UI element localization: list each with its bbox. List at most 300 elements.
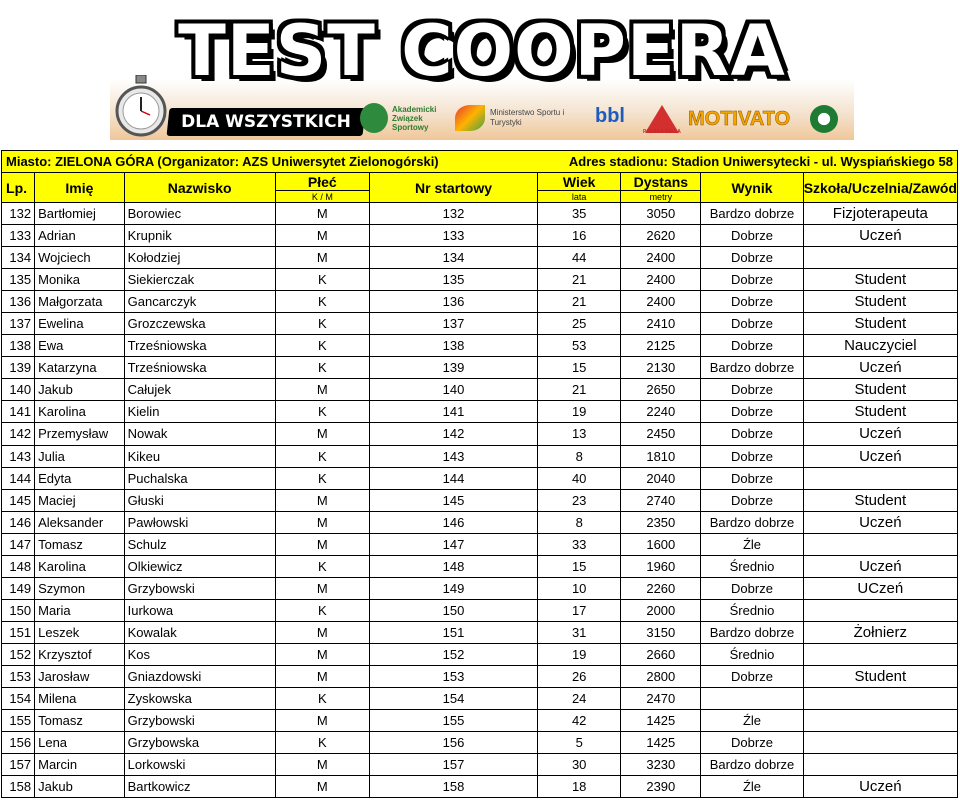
row-distance: 2240 bbox=[621, 401, 701, 423]
table-row bbox=[2, 732, 958, 754]
row-sex: M bbox=[275, 754, 369, 776]
row-distance: 2400 bbox=[621, 269, 701, 291]
row-last-name: Olkiewicz bbox=[124, 555, 275, 577]
row-lp: 137 bbox=[2, 313, 35, 335]
table-row bbox=[2, 225, 958, 247]
row-sex: M bbox=[275, 379, 369, 401]
header-sex-unit: K / M bbox=[275, 191, 369, 203]
row-first-name: Szymon bbox=[35, 577, 125, 599]
row-lp: 141 bbox=[2, 401, 35, 423]
row-first-name: Milena bbox=[35, 688, 125, 710]
row-age: 10 bbox=[538, 577, 621, 599]
table-row bbox=[2, 247, 958, 269]
header-last-name: Nazwisko bbox=[124, 173, 275, 203]
table-row bbox=[2, 688, 958, 710]
row-sex: K bbox=[275, 291, 369, 313]
row-last-name: Kos bbox=[124, 643, 275, 665]
ministry-logo bbox=[455, 105, 570, 131]
row-start-number: 138 bbox=[369, 335, 537, 357]
row-result: Dobrze bbox=[701, 665, 803, 687]
row-distance: 2660 bbox=[621, 643, 701, 665]
row-start-number: 141 bbox=[369, 401, 537, 423]
row-start-number: 147 bbox=[369, 533, 537, 555]
row-last-name: Kikeu bbox=[124, 445, 275, 467]
row-first-name: Maria bbox=[35, 599, 125, 621]
table-row bbox=[2, 754, 958, 776]
row-lp: 146 bbox=[2, 511, 35, 533]
row-sex: M bbox=[275, 225, 369, 247]
row-last-name: Krupnik bbox=[124, 225, 275, 247]
row-lp: 135 bbox=[2, 269, 35, 291]
row-school: Student bbox=[803, 379, 957, 401]
row-last-name: Borowiec bbox=[124, 203, 275, 225]
row-sex: M bbox=[275, 665, 369, 687]
row-age: 42 bbox=[538, 710, 621, 732]
table-row bbox=[2, 511, 958, 533]
row-sex: K bbox=[275, 599, 369, 621]
row-result bbox=[701, 688, 803, 710]
row-result: Dobrze bbox=[701, 489, 803, 511]
row-lp: 133 bbox=[2, 225, 35, 247]
row-lp: 138 bbox=[2, 335, 35, 357]
stadium-address: Adres stadionu: Stadion Uniwersytecki - ul. Wyspiańskiego 58 bbox=[538, 151, 958, 173]
row-result: Dobrze bbox=[701, 379, 803, 401]
header-lp: Lp. bbox=[2, 173, 35, 203]
header-distance: Dystans bbox=[621, 173, 701, 191]
row-lp: 132 bbox=[2, 203, 35, 225]
banner bbox=[110, 5, 854, 140]
row-age: 13 bbox=[538, 423, 621, 445]
row-last-name: Zyskowska bbox=[124, 688, 275, 710]
row-result: Dobrze bbox=[701, 225, 803, 247]
row-last-name: Grzybowski bbox=[124, 577, 275, 599]
row-school bbox=[803, 533, 957, 555]
row-result: Bardzo dobrze bbox=[701, 511, 803, 533]
row-result: Bardzo dobrze bbox=[701, 357, 803, 379]
row-distance: 1810 bbox=[621, 445, 701, 467]
polska-biega-text: POLSKA BIEGA bbox=[643, 129, 681, 135]
row-distance: 2620 bbox=[621, 225, 701, 247]
table-row bbox=[2, 445, 958, 467]
row-lp: 148 bbox=[2, 555, 35, 577]
header-sex: Płeć bbox=[275, 173, 369, 191]
row-lp: 145 bbox=[2, 489, 35, 511]
row-school bbox=[803, 688, 957, 710]
row-school: UCzeń bbox=[803, 577, 957, 599]
table-row bbox=[2, 555, 958, 577]
row-last-name: Trześniowska bbox=[124, 335, 275, 357]
row-start-number: 135 bbox=[369, 269, 537, 291]
row-school: Student bbox=[803, 269, 957, 291]
row-result: Dobrze bbox=[701, 269, 803, 291]
row-result: Dobrze bbox=[701, 423, 803, 445]
row-age: 21 bbox=[538, 379, 621, 401]
row-age: 35 bbox=[538, 203, 621, 225]
row-age: 17 bbox=[538, 599, 621, 621]
row-start-number: 144 bbox=[369, 467, 537, 489]
row-result: Dobrze bbox=[701, 401, 803, 423]
row-lp: 156 bbox=[2, 732, 35, 754]
row-age: 8 bbox=[538, 445, 621, 467]
bbl-logo bbox=[595, 107, 635, 137]
row-distance: 2800 bbox=[621, 665, 701, 687]
row-first-name: Wojciech bbox=[35, 247, 125, 269]
row-last-name: Siekierczak bbox=[124, 269, 275, 291]
row-sex: M bbox=[275, 643, 369, 665]
row-age: 15 bbox=[538, 555, 621, 577]
row-distance: 2390 bbox=[621, 776, 701, 798]
row-start-number: 134 bbox=[369, 247, 537, 269]
row-start-number: 156 bbox=[369, 732, 537, 754]
row-school: Żołnierz bbox=[803, 621, 957, 643]
table-row bbox=[2, 291, 958, 313]
row-start-number: 148 bbox=[369, 555, 537, 577]
row-start-number: 140 bbox=[369, 379, 537, 401]
row-distance: 2040 bbox=[621, 467, 701, 489]
row-age: 31 bbox=[538, 621, 621, 643]
row-distance: 2740 bbox=[621, 489, 701, 511]
row-lp: 147 bbox=[2, 533, 35, 555]
row-distance: 3230 bbox=[621, 754, 701, 776]
row-lp: 150 bbox=[2, 599, 35, 621]
row-result: Dobrze bbox=[701, 247, 803, 269]
row-first-name: Katarzyna bbox=[35, 357, 125, 379]
row-distance: 2125 bbox=[621, 335, 701, 357]
row-result: Dobrze bbox=[701, 291, 803, 313]
table-row bbox=[2, 203, 958, 225]
header-school: Szkoła/Uczelnia/Zawód bbox=[803, 173, 957, 203]
azs-mark-icon bbox=[360, 103, 388, 133]
row-result: Źle bbox=[701, 710, 803, 732]
row-start-number: 142 bbox=[369, 423, 537, 445]
row-first-name: Bartłomiej bbox=[35, 203, 125, 225]
row-sex: K bbox=[275, 269, 369, 291]
row-first-name: Tomasz bbox=[35, 533, 125, 555]
row-lp: 149 bbox=[2, 577, 35, 599]
row-start-number: 143 bbox=[369, 445, 537, 467]
row-distance: 1425 bbox=[621, 710, 701, 732]
row-last-name: Kołodziej bbox=[124, 247, 275, 269]
row-school: Uczeń bbox=[803, 776, 957, 798]
table-row bbox=[2, 776, 958, 798]
row-age: 18 bbox=[538, 776, 621, 798]
ministry-swoosh-icon bbox=[455, 105, 485, 131]
row-age: 19 bbox=[538, 401, 621, 423]
header-distance-unit: metry bbox=[621, 191, 701, 203]
row-lp: 139 bbox=[2, 357, 35, 379]
row-first-name: Karolina bbox=[35, 401, 125, 423]
table-row bbox=[2, 643, 958, 665]
row-lp: 152 bbox=[2, 643, 35, 665]
row-lp: 158 bbox=[2, 776, 35, 798]
row-first-name: Jakub bbox=[35, 379, 125, 401]
row-last-name: Bartkowicz bbox=[124, 776, 275, 798]
row-school: Uczeń bbox=[803, 555, 957, 577]
row-school bbox=[803, 710, 957, 732]
row-age: 21 bbox=[538, 269, 621, 291]
row-school: Student bbox=[803, 489, 957, 511]
row-lp: 134 bbox=[2, 247, 35, 269]
row-sex: K bbox=[275, 401, 369, 423]
row-first-name: Krzysztof bbox=[35, 643, 125, 665]
results-body bbox=[2, 203, 958, 798]
row-start-number: 149 bbox=[369, 577, 537, 599]
row-last-name: Nowak bbox=[124, 423, 275, 445]
row-first-name: Przemysław bbox=[35, 423, 125, 445]
azs-logo bbox=[360, 103, 442, 133]
row-sex: M bbox=[275, 423, 369, 445]
row-lp: 151 bbox=[2, 621, 35, 643]
table-row bbox=[2, 489, 958, 511]
row-first-name: Monika bbox=[35, 269, 125, 291]
row-lp: 155 bbox=[2, 710, 35, 732]
row-result: Średnio bbox=[701, 643, 803, 665]
row-sex: M bbox=[275, 776, 369, 798]
row-first-name: Maciej bbox=[35, 489, 125, 511]
row-result: Bardzo dobrze bbox=[701, 203, 803, 225]
row-school: Uczeń bbox=[803, 225, 957, 247]
row-last-name: Grozczewska bbox=[124, 313, 275, 335]
row-last-name: Pawłowski bbox=[124, 511, 275, 533]
row-last-name: Kowalak bbox=[124, 621, 275, 643]
azs-logo-text: Akademicki Związek Sportowy bbox=[392, 104, 437, 132]
row-first-name: Ewelina bbox=[35, 313, 125, 335]
row-school bbox=[803, 643, 957, 665]
row-last-name: Gniazdowski bbox=[124, 665, 275, 687]
row-lp: 157 bbox=[2, 754, 35, 776]
header-start-number: Nr startowy bbox=[369, 173, 537, 203]
row-distance: 2450 bbox=[621, 423, 701, 445]
row-age: 21 bbox=[538, 291, 621, 313]
row-start-number: 158 bbox=[369, 776, 537, 798]
row-age: 5 bbox=[538, 732, 621, 754]
row-school: Uczeń bbox=[803, 511, 957, 533]
row-start-number: 153 bbox=[369, 665, 537, 687]
row-result: Bardzo dobrze bbox=[701, 754, 803, 776]
row-distance: 2650 bbox=[621, 379, 701, 401]
row-distance: 3050 bbox=[621, 203, 701, 225]
row-sex: M bbox=[275, 577, 369, 599]
row-last-name: Kielin bbox=[124, 401, 275, 423]
row-first-name: Małgorzata bbox=[35, 291, 125, 313]
row-last-name: Gancarczyk bbox=[124, 291, 275, 313]
round-logo-icon bbox=[810, 105, 838, 133]
row-lp: 143 bbox=[2, 445, 35, 467]
row-lp: 136 bbox=[2, 291, 35, 313]
row-distance: 2130 bbox=[621, 357, 701, 379]
row-age: 16 bbox=[538, 225, 621, 247]
row-school: Fizjoterapeuta bbox=[803, 203, 957, 225]
row-lp: 140 bbox=[2, 379, 35, 401]
row-distance: 2400 bbox=[621, 291, 701, 313]
row-start-number: 136 bbox=[369, 291, 537, 313]
row-result: Dobrze bbox=[701, 577, 803, 599]
row-sex: K bbox=[275, 445, 369, 467]
table-row bbox=[2, 379, 958, 401]
row-school: Uczeń bbox=[803, 423, 957, 445]
row-school: Uczeń bbox=[803, 357, 957, 379]
row-distance: 2350 bbox=[621, 511, 701, 533]
city-info: Miasto: ZIELONA GÓRA (Organizator: AZS Uniwersytet Zielonogórski) bbox=[2, 151, 538, 173]
row-last-name: Grzybowski bbox=[124, 710, 275, 732]
row-first-name: Adrian bbox=[35, 225, 125, 247]
row-sex: K bbox=[275, 313, 369, 335]
row-result: Źle bbox=[701, 776, 803, 798]
row-sex: K bbox=[275, 688, 369, 710]
row-distance: 2260 bbox=[621, 577, 701, 599]
row-distance: 2410 bbox=[621, 313, 701, 335]
row-distance: 2400 bbox=[621, 247, 701, 269]
row-distance: 2000 bbox=[621, 599, 701, 621]
motivato-logo: MOTIVATO bbox=[688, 108, 791, 130]
row-first-name: Lena bbox=[35, 732, 125, 754]
table-row bbox=[2, 621, 958, 643]
header-age-unit: lata bbox=[538, 191, 621, 203]
row-sex: K bbox=[275, 357, 369, 379]
row-sex: M bbox=[275, 203, 369, 225]
row-age: 26 bbox=[538, 665, 621, 687]
table-row bbox=[2, 401, 958, 423]
table-row bbox=[2, 423, 958, 445]
row-school bbox=[803, 732, 957, 754]
row-result: Dobrze bbox=[701, 445, 803, 467]
table-row bbox=[2, 710, 958, 732]
bbl-logo-text: bbl bbox=[595, 105, 625, 127]
subtitle-badge bbox=[167, 108, 366, 136]
row-lp: 144 bbox=[2, 467, 35, 489]
row-sex: K bbox=[275, 467, 369, 489]
row-age: 19 bbox=[538, 643, 621, 665]
row-start-number: 150 bbox=[369, 599, 537, 621]
row-school: Nauczyciel bbox=[803, 335, 957, 357]
row-age: 8 bbox=[538, 511, 621, 533]
ministry-logo-text: Ministerstwo Sportu i Turystyki bbox=[490, 108, 565, 127]
row-last-name: Grzybowska bbox=[124, 732, 275, 754]
row-last-name: Całujek bbox=[124, 379, 275, 401]
table-row bbox=[2, 357, 958, 379]
table-row bbox=[2, 665, 958, 687]
table-row bbox=[2, 577, 958, 599]
row-start-number: 133 bbox=[369, 225, 537, 247]
row-distance: 1600 bbox=[621, 533, 701, 555]
header-row bbox=[2, 173, 958, 191]
row-last-name: Iurkowa bbox=[124, 599, 275, 621]
row-first-name: Ewa bbox=[35, 335, 125, 357]
row-first-name: Leszek bbox=[35, 621, 125, 643]
header-result: Wynik bbox=[701, 173, 803, 203]
row-distance: 3150 bbox=[621, 621, 701, 643]
row-distance: 1960 bbox=[621, 555, 701, 577]
row-start-number: 132 bbox=[369, 203, 537, 225]
row-first-name: Jakub bbox=[35, 776, 125, 798]
row-school: Student bbox=[803, 665, 957, 687]
row-first-name: Aleksander bbox=[35, 511, 125, 533]
row-lp: 142 bbox=[2, 423, 35, 445]
row-age: 25 bbox=[538, 313, 621, 335]
row-age: 24 bbox=[538, 688, 621, 710]
row-age: 15 bbox=[538, 357, 621, 379]
row-result: Dobrze bbox=[701, 467, 803, 489]
row-age: 44 bbox=[538, 247, 621, 269]
row-last-name: Schulz bbox=[124, 533, 275, 555]
row-start-number: 146 bbox=[369, 511, 537, 533]
row-age: 23 bbox=[538, 489, 621, 511]
stopwatch-icon bbox=[112, 75, 170, 137]
banner-subtitle: DLA WSZYSTKICH bbox=[181, 112, 351, 132]
row-start-number: 151 bbox=[369, 621, 537, 643]
row-result: Średnio bbox=[701, 555, 803, 577]
row-start-number: 137 bbox=[369, 313, 537, 335]
row-distance: 2470 bbox=[621, 688, 701, 710]
row-sex: M bbox=[275, 710, 369, 732]
row-sex: K bbox=[275, 732, 369, 754]
row-result: Średnio bbox=[701, 599, 803, 621]
table-row bbox=[2, 313, 958, 335]
row-school bbox=[803, 754, 957, 776]
row-start-number: 157 bbox=[369, 754, 537, 776]
table-row bbox=[2, 599, 958, 621]
row-lp: 154 bbox=[2, 688, 35, 710]
row-distance: 1425 bbox=[621, 732, 701, 754]
row-sex: K bbox=[275, 555, 369, 577]
row-sex: M bbox=[275, 621, 369, 643]
table-row bbox=[2, 467, 958, 489]
row-start-number: 154 bbox=[369, 688, 537, 710]
row-age: 40 bbox=[538, 467, 621, 489]
row-school: Student bbox=[803, 291, 957, 313]
row-start-number: 145 bbox=[369, 489, 537, 511]
header-first-name: Imię bbox=[35, 173, 125, 203]
row-last-name: Trześniowska bbox=[124, 357, 275, 379]
table-row bbox=[2, 335, 958, 357]
row-result: Dobrze bbox=[701, 732, 803, 754]
row-sex: K bbox=[275, 335, 369, 357]
row-school: Student bbox=[803, 401, 957, 423]
row-lp: 153 bbox=[2, 665, 35, 687]
row-school: Student bbox=[803, 313, 957, 335]
row-last-name: Puchalska bbox=[124, 467, 275, 489]
row-age: 30 bbox=[538, 754, 621, 776]
row-first-name: Tomasz bbox=[35, 710, 125, 732]
row-result: Dobrze bbox=[701, 313, 803, 335]
row-last-name: Głuski bbox=[124, 489, 275, 511]
row-last-name: Lorkowski bbox=[124, 754, 275, 776]
row-first-name: Karolina bbox=[35, 555, 125, 577]
row-result: Bardzo dobrze bbox=[701, 621, 803, 643]
row-result: Źle bbox=[701, 533, 803, 555]
row-first-name: Edyta bbox=[35, 467, 125, 489]
header-age: Wiek bbox=[538, 173, 621, 191]
row-start-number: 155 bbox=[369, 710, 537, 732]
row-first-name: Marcin bbox=[35, 754, 125, 776]
row-school: Uczeń bbox=[803, 445, 957, 467]
table-row bbox=[2, 533, 958, 555]
table-row bbox=[2, 269, 958, 291]
row-start-number: 139 bbox=[369, 357, 537, 379]
row-start-number: 152 bbox=[369, 643, 537, 665]
row-result: Dobrze bbox=[701, 335, 803, 357]
row-age: 53 bbox=[538, 335, 621, 357]
row-sex: M bbox=[275, 533, 369, 555]
info-row bbox=[2, 151, 958, 173]
row-sex: M bbox=[275, 247, 369, 269]
row-school bbox=[803, 247, 957, 269]
row-first-name: Jarosław bbox=[35, 665, 125, 687]
banner-title: TEST COOPERA bbox=[178, 10, 786, 92]
row-school bbox=[803, 467, 957, 489]
row-age: 33 bbox=[538, 533, 621, 555]
results-table bbox=[1, 150, 958, 798]
